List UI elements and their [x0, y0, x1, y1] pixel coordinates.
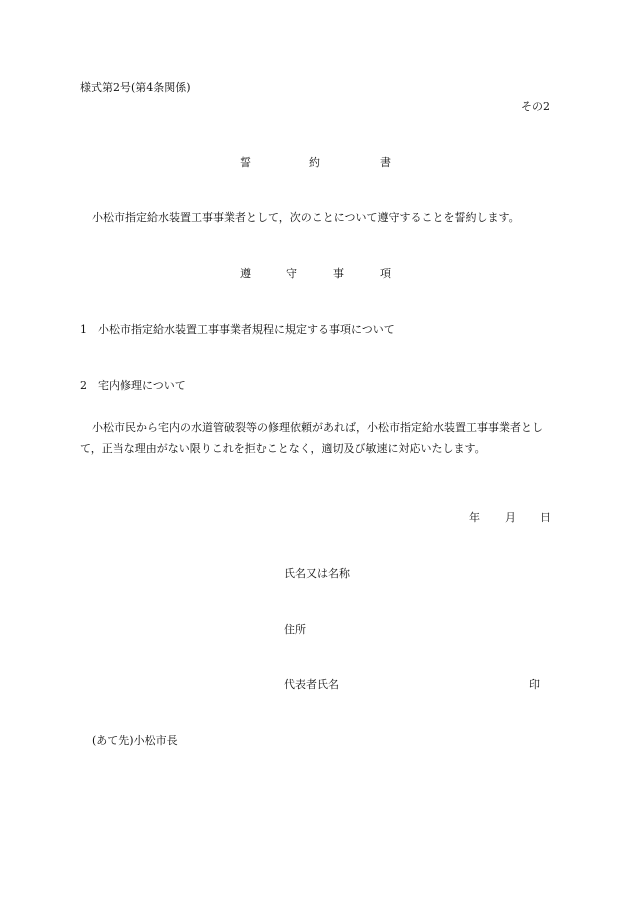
date-year-label: 年	[469, 511, 480, 524]
name-label: 氏名又は名称	[284, 567, 350, 580]
representative-label: 代表者氏名	[284, 678, 339, 691]
section-heading-char: 遵	[240, 267, 251, 280]
title-char: 誓	[240, 156, 251, 169]
title-char: 約	[309, 156, 320, 169]
item-2-heading: 2 宅内修理について	[80, 379, 186, 392]
date-day-label: 日	[540, 511, 551, 524]
seal-mark: 印	[529, 678, 540, 691]
addressee: (あて先)小松市長	[92, 734, 178, 747]
form-number: 様式第2号(第4条関係)	[80, 81, 191, 94]
address-label: 住所	[284, 623, 306, 636]
item-1-heading: 1 小松市指定給水装置工事事業者規程に規定する事項について	[80, 323, 395, 336]
section-heading-char: 事	[333, 267, 344, 280]
section-heading-char: 項	[380, 267, 391, 280]
form-variant-label: その2	[521, 100, 550, 113]
pledge-intro: 小松市指定給水装置工事事業者として，次のことについて遵守することを誓約します。	[92, 211, 520, 224]
section-heading-char: 守	[286, 267, 297, 280]
item-2-body: 小松市民から宅内の水道管破裂等の修理依頼があれば，小松市指定給水装置工事事業者として，正当な理由がない限りこれを拒むことなく，適切及び敏速に対応いたします。	[80, 421, 543, 455]
date-month-label: 月	[505, 511, 516, 524]
title-char: 書	[380, 156, 391, 169]
